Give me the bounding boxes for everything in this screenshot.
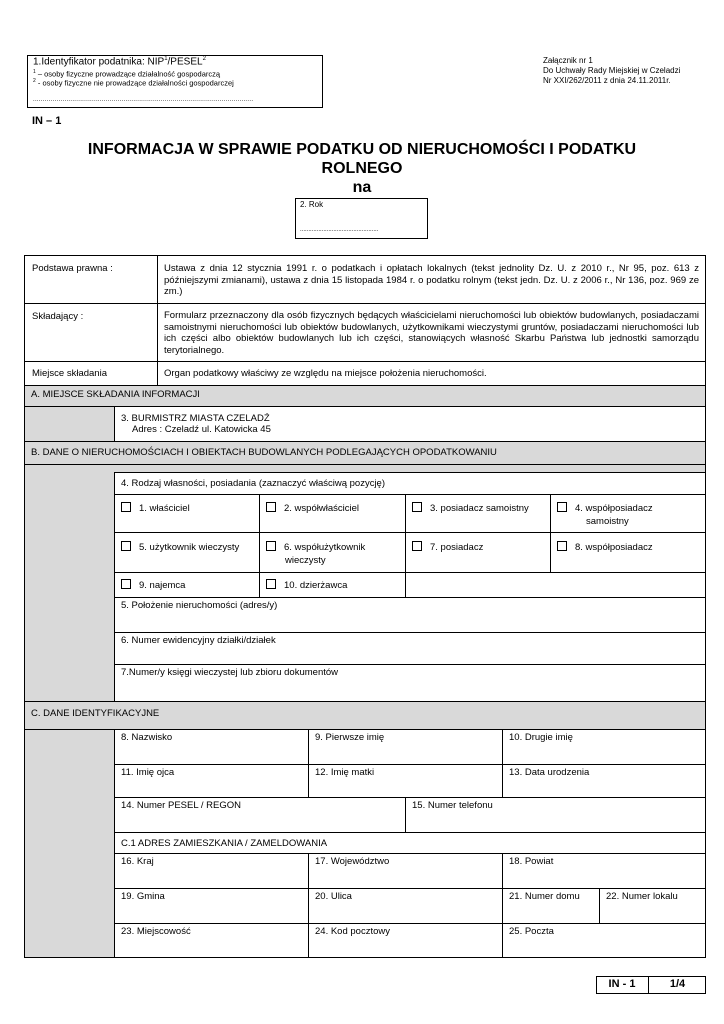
county-field[interactable]: 18. Powiat (502, 853, 706, 889)
land-register-field[interactable]: 7.Numer/y księgi wieczystej lub zbioru dokumentów (114, 664, 706, 702)
section-c-header: C. DANE IDENTYFIKACYJNE (24, 701, 706, 730)
parcel-field[interactable]: 6. Numer ewidencyjny działki/działek (114, 632, 706, 665)
title-line-3: na (352, 179, 372, 196)
form-code: IN – 1 (32, 115, 62, 127)
postal-code-field[interactable]: 24. Kod pocztowy (308, 923, 503, 958)
footer-form-code: IN - 1 (608, 978, 636, 990)
checkbox-independent-possessor[interactable] (412, 502, 422, 512)
section-a-header: A. MIEJSCE SKŁADANIA INFORMACJI (24, 385, 706, 407)
submission-place-text: Organ podatkowy właściwy ze względu na miejsce położenia nieruchomości. (157, 361, 706, 386)
year-input[interactable]: ............................................... (300, 227, 379, 233)
city-field[interactable]: 23. Miejscowość (114, 923, 309, 958)
commune-field[interactable]: 19. Gmina (114, 888, 309, 924)
recipient-box (114, 406, 706, 442)
country-field[interactable]: 16. Kraj (114, 853, 309, 889)
ownership-label: 4. Rodzaj własności, posiadania (zaznaczyć właściwą pozycję) (114, 472, 706, 495)
checkbox-possessor[interactable] (412, 541, 422, 551)
legal-basis-text: Ustawa z dnia 12 stycznia 1991 r. o podatkach i opłatach lokalnych (tekst jednolity Dz. U. z 2010 r., Nr 95, poz. 613 z późniejszymi zmianami), ustawa z dnia 15 listopada 1984 r. o podatku rolnym (tekst jedn. Dz. U. z 2006 r., Nr 136, poz. 969 ze zm.) (157, 255, 706, 304)
option-co-owner[interactable]: 2. współwłaściciel (259, 494, 406, 533)
option-tenant[interactable]: 9. najemca (114, 572, 260, 598)
checkbox-leaseholder[interactable] (266, 579, 276, 589)
father-name-field[interactable]: 11. Imię ojca (114, 764, 309, 798)
option-leaseholder[interactable]: 10. dzierżawca (259, 572, 406, 598)
post-office-field[interactable]: 25. Poczta (502, 923, 706, 958)
checkbox-tenant[interactable] (121, 579, 131, 589)
submitter-text: Formularz przeznaczony dla osób fizycznych będących właścicielami nieruchomości lub obiektów budowlanych, posiadaczami samoistnymi nieruchomości lub obiektów budowlanych, użytkownikami wieczystymi gruntów, posiadaczami nieruchomości lub ich części albo obiektów budowlanych lub ich części, stanowiących własność Skarbu Państwa lub jednostki samorządu terytorialnego. (157, 303, 706, 362)
legal-basis-label: Podstawa prawna : (24, 255, 158, 304)
option-co-possessor-independent[interactable]: 4. współposiadacz samoistny (550, 494, 706, 533)
surname-field[interactable]: 8. Nazwisko (114, 729, 309, 765)
year-box[interactable] (295, 198, 428, 239)
submission-place-label: Miejsce składania (24, 361, 158, 386)
checkbox-co-perpetual-user[interactable] (266, 541, 276, 551)
street-field[interactable]: 20. Ulica (308, 888, 503, 924)
title-line-1: INFORMACJA W SPRAWIE PODATKU OD NIERUCHOMOŚCI I PODATKU (87, 141, 637, 158)
option-owner[interactable]: 1. właściciel (114, 494, 260, 533)
second-name-field[interactable]: 10. Drugie imię (502, 729, 706, 765)
checkbox-owner[interactable] (121, 502, 131, 512)
phone-field[interactable]: 15. Numer telefonu (405, 797, 706, 833)
taxpayer-note-2: $^2$ - osoby fizyczne nie prowadzące działalności gospodarczej (33, 78, 234, 88)
checkbox-perpetual-user[interactable] (121, 541, 131, 551)
checkbox-co-possessor-independent[interactable] (557, 502, 567, 512)
option-possessor[interactable]: 7. posiadacz (405, 532, 551, 573)
taxpayer-id-title: 1.Identyfikator podatnika: NIP$^1$/PESEL$^2$ (33, 56, 206, 68)
attachment-line-2: Do Uchwały Rady Miejskiej w Czeladzi (543, 66, 681, 75)
c1-address-header: C.1 ADRES ZAMIESZKANIA / ZAMELDOWANIA (114, 832, 706, 854)
checkbox-co-possessor[interactable] (557, 541, 567, 551)
checkbox-co-owner[interactable] (266, 502, 276, 512)
first-name-field[interactable]: 9. Pierwsze imię (308, 729, 503, 765)
submitter-label: Składający : (24, 303, 158, 362)
option-co-possessor[interactable]: 8. współposiadacz (550, 532, 706, 573)
title-line-2: ROLNEGO (321, 160, 403, 177)
page-number: 1/4 (669, 978, 686, 990)
option-independent-possessor[interactable]: 3. posiadacz samoistny (405, 494, 551, 533)
flat-number-field[interactable]: 22. Numer lokalu (599, 888, 706, 924)
year-label: 2. Rok (300, 200, 324, 209)
taxpayer-id-input[interactable]: ................................................................................................................ (33, 97, 254, 103)
mother-name-field[interactable]: 12. Imię matki (308, 764, 503, 798)
section-b-header: B. DANE O NIERUCHOMOŚCIACH I OBIEKTACH BUDOWLANYCH PODLEGAJĄCYCH OPODATKOWANIU (24, 441, 706, 465)
pesel-regon-field[interactable]: 14. Numer PESEL / REGON (114, 797, 406, 833)
option-perpetual-user[interactable]: 5. użytkownik wieczysty (114, 532, 260, 573)
option-co-perpetual-user[interactable]: 6. współużytkownik wieczysty (259, 532, 406, 573)
attachment-note (543, 56, 680, 86)
taxpayer-note-1: $^1$ – osoby fizyczne prowadzące działalność gospodarczą (33, 69, 221, 79)
voivodeship-field[interactable]: 17. Województwo (308, 853, 503, 889)
option-empty (405, 572, 706, 598)
birth-date-field[interactable]: 13. Data urodzenia (502, 764, 706, 798)
attachment-line-1: Załącznik nr 1 (543, 56, 593, 65)
location-field[interactable]: 5. Położenie nieruchomości (adres/y) (114, 597, 706, 633)
attachment-line-3: Nr XXI/262/2011 z dnia 24.11.2011r. (543, 76, 671, 85)
recipient-name: 3. BURMISTRZ MIASTA CZELADŹ (121, 413, 270, 424)
page-title (30, 140, 694, 197)
recipient-address: Adres : Czeladź ul. Katowicka 45 (132, 424, 271, 435)
house-number-field[interactable]: 21. Numer domu (502, 888, 600, 924)
